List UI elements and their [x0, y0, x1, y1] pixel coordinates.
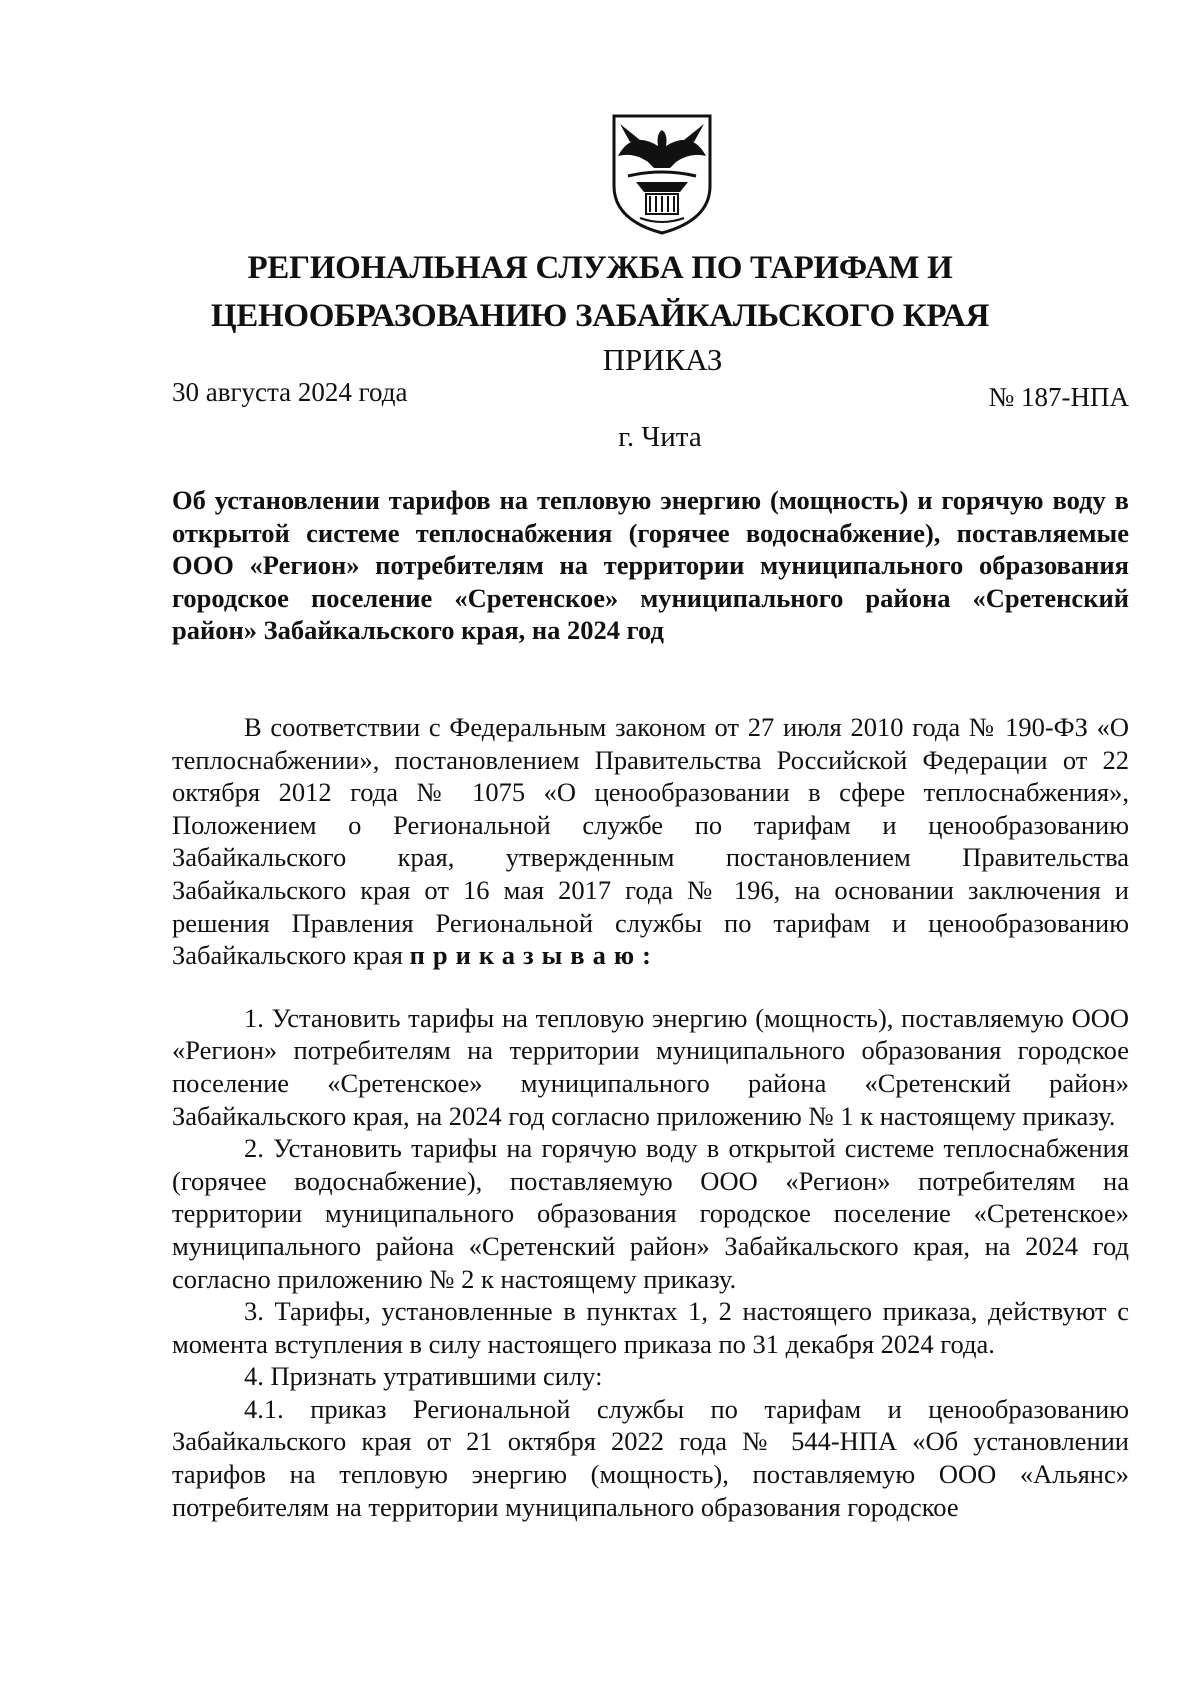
preamble-text: В соответствии с Федеральным законом от 27 июля 2010 года № 190-ФЗ «О теплоснабжении», постановлением Правительства Российской Федерации от 22 октября 2012 года № 1075 «О ценообразовании в сфере теплоснабжения», Положением о Региональной службе по тарифам и ценообразованию Забайкальского края, утвержденным постановлением Правительства Забайкальского края от 16 мая 2017 года № 196, на основании заключения и решения Правления Региональной службы по тарифам и ценообразованию Забайкальского края	[172, 712, 1129, 971]
order-item-3: 3. Тарифы, установленные в пунктах 1, 2 настоящего приказа, действуют с момента вступления в силу настоящего приказа по 31 декабря 2024 года.	[172, 1296, 1129, 1359]
order-word: приказываю:	[409, 940, 659, 971]
document-type: ПРИКАЗ	[602, 342, 723, 377]
agency-name-line2: ЦЕНООБРАЗОВАНИЮ ЗАБАЙКАЛЬСКОГО КРАЯ	[210, 298, 990, 334]
document-date: 30 августа 2024 года	[172, 377, 408, 407]
document-title: Об установлении тарифов на тепловую энергию (мощность) и горячую воду в открытой системе теплоснабжения (горячее водоснабжение), поставляемые ООО «Регион» потребителям на территории муниципального образования городское поселение «Сретенское» муниципального района «Сретенский район» Забайкальского края, на 2024 год	[172, 485, 1129, 646]
order-item-4: 4. Признать утратившими силу:	[244, 1361, 603, 1392]
document-city: г. Чита	[618, 421, 702, 453]
preamble-paragraph	[172, 711, 1129, 972]
agency-name	[0, 244, 1200, 340]
order-item-4-1: 4.1. приказ Региональной службы по тарифам и ценообразованию Забайкальского края от 21 октября 2022 года № 544-НПА «Об установлении тарифов на тепловую энергию (мощность), поставляемую ООО «Альянс» потребителям на территории муниципального образования городское	[172, 1393, 1129, 1522]
order-item-1: 1. Установить тарифы на тепловую энергию (мощность), поставляемую ООО «Регион» потребителям на территории муниципального образования городское поселение «Сретенское» муниципального района «Сретенский район» Забайкальского края, на 2024 год согласно приложению № 1 к настоящему приказу.	[172, 1002, 1129, 1131]
order-item-2: 2. Установить тарифы на горячую воду в открытой системе теплоснабжения (горячее водоснабжение), поставляемую ООО «Регион» потребителям на территории муниципального образования городское поселение «Сретенское» муниципального района «Сретенский район» Забайкальского края, на 2024 год согласно приложению № 2 к настоящему приказу.	[172, 1133, 1129, 1294]
document-number: № 187-НПА	[988, 382, 1129, 412]
coat-of-arms-emblem	[610, 112, 714, 236]
agency-name-line1: РЕГИОНАЛЬНАЯ СЛУЖБА ПО ТАРИФАМ И	[247, 250, 953, 286]
document-body	[172, 711, 1129, 1523]
